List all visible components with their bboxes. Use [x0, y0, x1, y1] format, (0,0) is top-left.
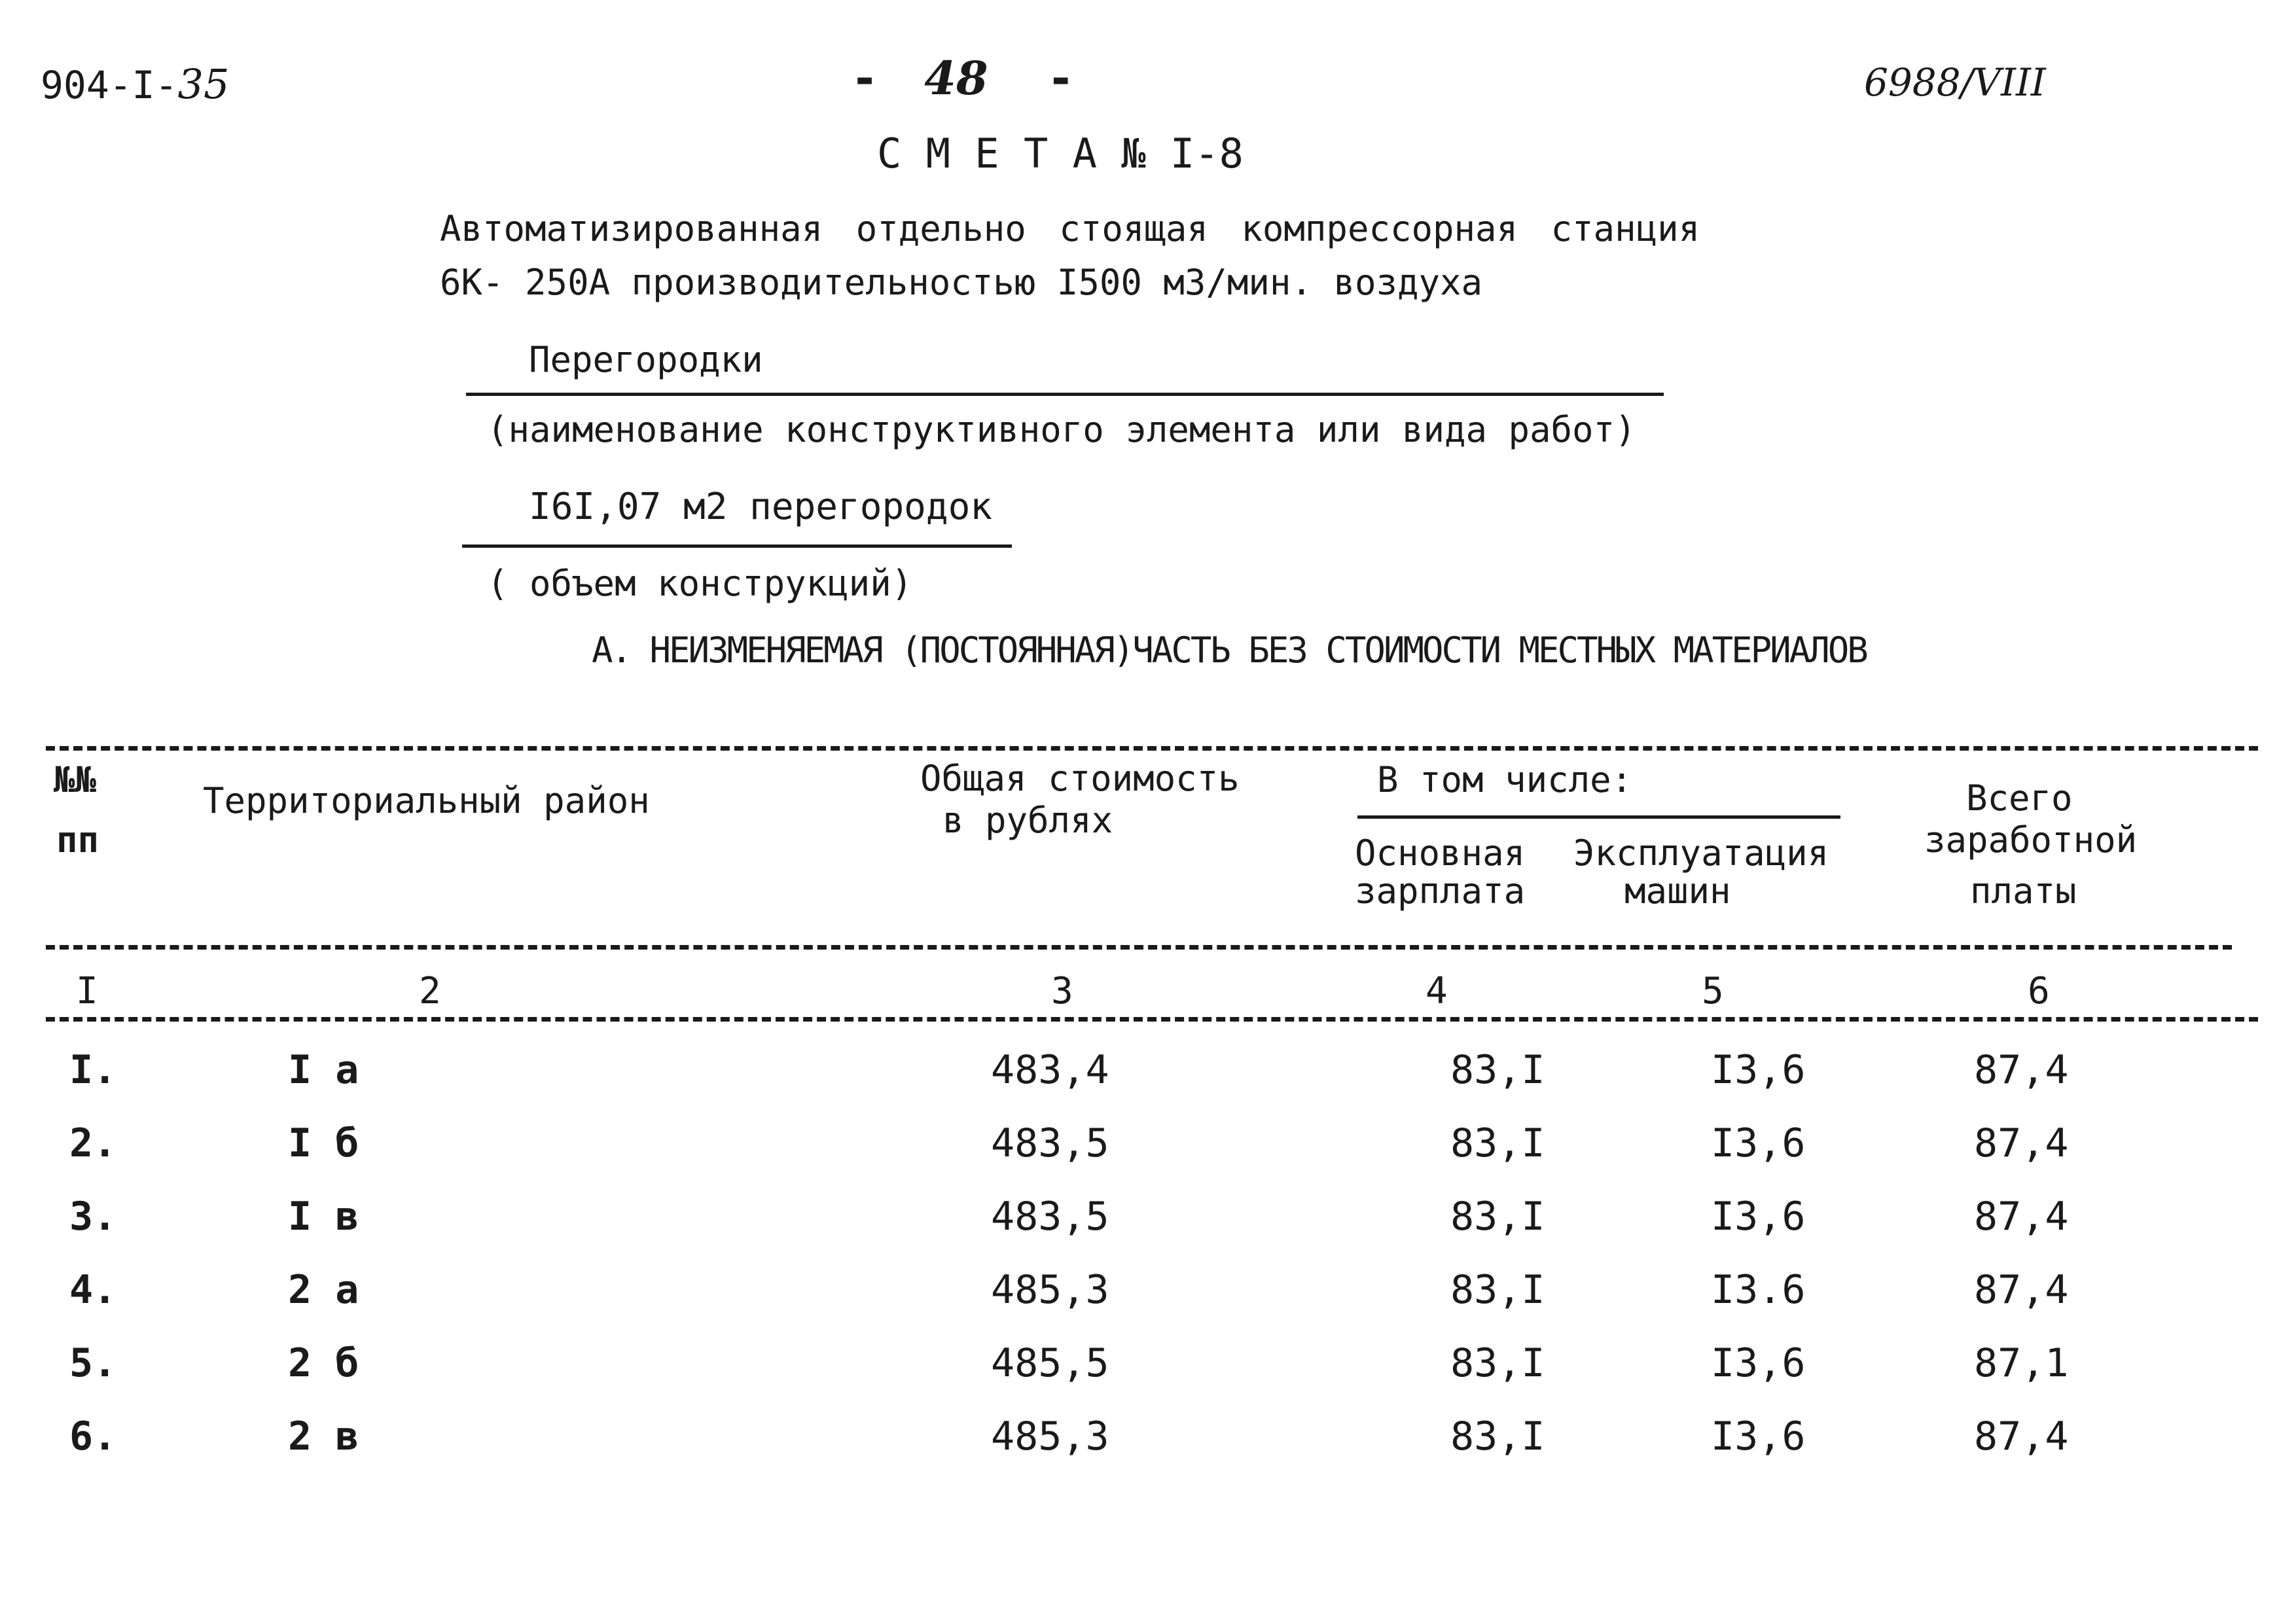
archive-number: 6988/VIII	[1864, 60, 2046, 105]
header-number-line-2: пп	[56, 819, 99, 861]
header-machines-line-1: Эксплуатация	[1573, 832, 1829, 874]
header-including-underline	[1357, 815, 1840, 819]
row-base-salary: 83,I	[1450, 1194, 1545, 1240]
row-total-cost: 485,5	[991, 1340, 1109, 1386]
row-total-wages: 87,4	[1974, 1267, 2069, 1313]
row-total-wages: 87,4	[1974, 1194, 2069, 1240]
document-code	[41, 60, 229, 108]
document-code-suffix: 35	[177, 60, 230, 108]
document-title: С М Е Т А № I-8	[877, 130, 1244, 177]
row-base-salary: 83,I	[1450, 1267, 1545, 1313]
column-number-3: 3	[1051, 970, 1073, 1012]
row-machine-operation: I3,6	[1711, 1120, 1806, 1166]
column-number-5: 5	[1702, 970, 1724, 1012]
row-district: I а	[288, 1047, 359, 1093]
column-numbers-rule	[46, 1017, 2258, 1022]
document-code-prefix: 904-I-	[41, 63, 178, 107]
page-number	[851, 51, 1075, 105]
row-total-cost: 483,4	[991, 1047, 1109, 1093]
row-base-salary: 83,I	[1450, 1120, 1545, 1166]
row-number: 5.	[69, 1340, 117, 1386]
row-number: 4.	[69, 1267, 117, 1313]
header-bottom-rule	[46, 945, 2232, 950]
column-number-2: 2	[419, 970, 441, 1012]
element-caption: (наименование конструктивного элемента или вида работ)	[487, 409, 1636, 450]
row-base-salary: 83,I	[1450, 1340, 1545, 1386]
column-number-6: 6	[2028, 970, 2050, 1012]
volume-value: I6I,07 м2 перегородок	[529, 486, 993, 528]
element-underline	[466, 393, 1664, 396]
row-machine-operation: I3,6	[1711, 1194, 1806, 1240]
row-district: I в	[288, 1194, 359, 1240]
row-district: 2 в	[288, 1414, 359, 1459]
header-total-line-2: в рублях	[942, 800, 1113, 841]
page-number-value: 48	[924, 51, 988, 105]
row-total-wages: 87,4	[1974, 1414, 2069, 1459]
row-district: 2 а	[288, 1267, 359, 1313]
row-total-wages: 87,4	[1974, 1120, 2069, 1166]
row-number: I.	[69, 1047, 117, 1093]
row-machine-operation: I3,6	[1711, 1047, 1806, 1093]
header-number-line-1: №№	[54, 759, 97, 800]
row-machine-operation: I3,6	[1711, 1340, 1806, 1386]
row-machine-operation: I3.6	[1711, 1267, 1806, 1313]
header-wages-line-3: платы	[1970, 870, 2077, 912]
column-number-4: 4	[1426, 970, 1448, 1012]
section-title: А. НЕИЗМЕНЯЕМАЯ (ПОСТОЯННАЯ)ЧАСТЬ БЕЗ СТОИМОСТИ МЕСТНЫХ МАТЕРИАЛОВ	[592, 630, 1867, 671]
header-wages-line-2: заработной	[1924, 819, 2138, 861]
row-district: I б	[288, 1120, 359, 1166]
column-number-1: I	[76, 970, 98, 1012]
row-total-cost: 483,5	[991, 1120, 1109, 1166]
page-number-dash-right: -	[1047, 52, 1075, 105]
header-including: В том числе:	[1377, 759, 1633, 800]
row-total-wages: 87,4	[1974, 1047, 2069, 1093]
element-value: Перегородки	[529, 339, 763, 380]
row-base-salary: 83,I	[1450, 1414, 1545, 1459]
row-total-cost: 485,3	[991, 1267, 1109, 1313]
header-salary-line-1: Основная	[1355, 832, 1526, 874]
subject-line-1: Автоматизированная отдельно стоящая компрессорная станция	[440, 208, 1700, 249]
volume-underline	[462, 544, 1012, 548]
header-machines-line-2: машин	[1624, 870, 1731, 912]
header-total-line-1: Общая стоимость	[920, 758, 1240, 799]
row-total-cost: 483,5	[991, 1194, 1109, 1240]
row-number: 6.	[69, 1414, 117, 1459]
row-number: 2.	[69, 1120, 117, 1166]
page-number-dash-left: -	[851, 52, 879, 105]
row-total-wages: 87,1	[1974, 1340, 2069, 1386]
row-machine-operation: I3,6	[1711, 1414, 1806, 1459]
row-total-cost: 485,3	[991, 1414, 1109, 1459]
volume-caption: ( объем конструкций)	[487, 563, 913, 604]
row-base-salary: 83,I	[1450, 1047, 1545, 1093]
header-salary-line-2: зарплата	[1355, 870, 1526, 912]
header-wages-line-1: Всего	[1966, 777, 2073, 819]
row-number: 3.	[69, 1194, 117, 1240]
row-district: 2 б	[288, 1340, 359, 1386]
header-district: Территориальный район	[203, 780, 650, 821]
table-top-rule	[46, 746, 2258, 751]
subject-line-2: 6К- 250А производительностью I500 м3/мин. воздуха	[440, 262, 1483, 303]
